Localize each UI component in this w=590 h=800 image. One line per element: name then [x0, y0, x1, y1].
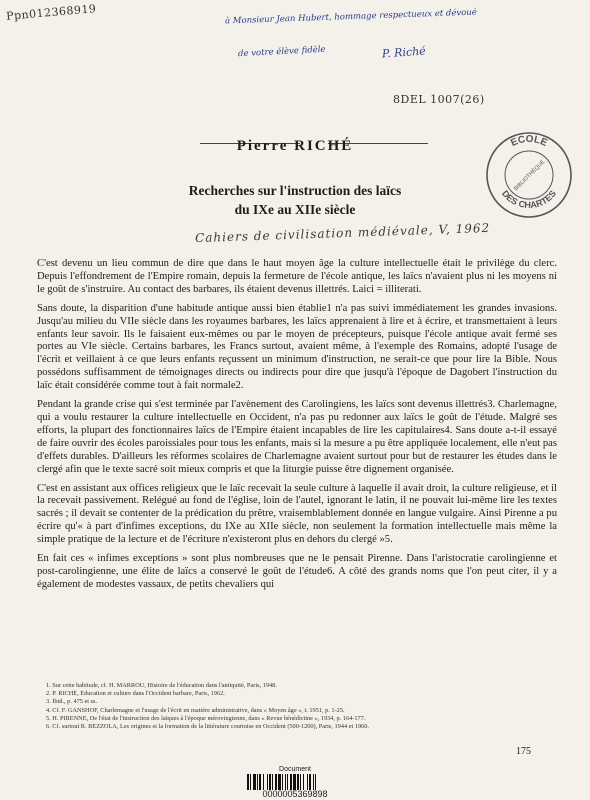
barcode-bar: [287, 774, 288, 790]
footnote: 5. H. PIRENNE, De l'état de l'instruction des laïques à l'époque mérovingienne, dans « Revue bénédictine », 1934, p. 164-177.: [46, 714, 366, 722]
footnote: 1. Sur cette habitude, cf. H. MARROU, Histoire de l'éducation dans l'antiquité, Paris, 1948.: [46, 682, 277, 689]
barcode-bar: [300, 774, 301, 790]
barcode-bar: [297, 774, 299, 790]
author-name: Pierre RICHÉ: [236, 138, 354, 154]
paragraph-3: Pendant la grande crise qui s'est terminée par l'avènement des Carolingiens, les laïcs sont devenus illettrés3. Charlemagne, qui a voulu restaurer la culture intellectuelle en Occident, n'a pas pu redonner aux laïcs le goût de l'étude. Malgré ses efforts, la plupart des fonctionnaires laïcs de l'Empire étaient incapables de lire les capitulaires4. Sans doute a-t-il essayé de faire ouvrir des écoles paroissiales pour tous les enfants, mais si la mesure a pu être appliquée localement, elle n'eut pas d'effets durables. D'ailleurs les réformes scolaires de Charlemagne avaient surtout pour but de restaurer les études dans le clergé afin que le texte sacré soit mieux compris et que la liturgie puisse être dignement organisée.: [37, 399, 557, 475]
barcode-bar: [303, 774, 304, 790]
handwritten-call-number: 8DEL 1007(26): [393, 93, 485, 106]
barcode-bar: [285, 774, 286, 790]
article-body: [37, 258, 557, 598]
handwritten-dedication-line2: de votre élève fidèle: [237, 44, 326, 60]
stamp-middle-text: BIBLIOTHÈQUE: [513, 159, 547, 193]
barcode-bar: [307, 774, 308, 790]
barcode-label: Document: [279, 766, 311, 773]
article-title-line1: Recherches sur l'instruction des laïcs: [188, 183, 402, 198]
handwritten-shelfmark: Ppn012368919: [5, 2, 97, 23]
page-number: 175: [516, 746, 531, 757]
handwritten-signature: P. Riché: [381, 44, 427, 61]
barcode-bar: [290, 774, 292, 790]
barcode-bar: [282, 774, 283, 790]
barcode-bar: [315, 774, 316, 790]
barcode-bar: [267, 774, 268, 790]
barcode-bar: [275, 774, 277, 790]
paragraph-2: Sans doute, la disparition d'une habitude antique aussi bien établie1 n'a pas suivi immédiatement les grandes invasions. Jusqu'au milieu du VIIe siècle dans les royaumes barbares, les laïcs apprenaient à lire et à écrire, et transmettaient à leurs enfants leur savoir. Ils le faisaient eux-mêmes ou par le moyen de précepteurs, puisque l'école antique avait fermé ses portes au VIe siècle. Certains barbares, les Francs surtout, avaient même, à l'exemple des Romains, adopté l'usage de l'écrit et veillaient à ce que leurs enfants reçussent un minimum d'instruction, ne serait-ce que pour lire la Bible. Nous possédons suffisamment de témoignages directs ou indirects pour dire que jusqu'à l'époque de Dagobert l'instruction du laïc était considérée comme tout à fait normale2.: [37, 302, 557, 392]
paragraph-4: C'est en assistant aux offices religieux que le laïc recevait la seule culture à laquelle il avait droit, la culture religieuse, et il la recevait passivement. Relégué au fond de l'église, loin de l'autel, ignorant le latin, il ne pouvait lui-même lire les textes sacrés ; il devait se contenter de la prédication du prêtre, vraisemblablement donnée en langue vulgaire. Ainsi Pirenne a pu écrire qu'« à part d'infimes exceptions, du IXe au XIIe siècle, non seulement la formation intellectuelle mais même la simple pratique de la lecture et de l'écriture n'existeront plus en dehors du clergé »5.: [37, 482, 557, 546]
handwritten-source-note: Cahiers de civilisation médiévale, V, 1962: [194, 220, 491, 246]
barcode-graphic: [247, 774, 343, 790]
barcode-bar: [247, 774, 249, 790]
footnote: 4. Cf. F. GANSHOF, Charlemagne et l'usage de l'écrit en matière administrative, dans « Moyen âge », t. 1951, p. 1-25.: [46, 706, 345, 714]
barcode-bar: [309, 774, 311, 790]
barcode-number: 0000005369898: [262, 789, 328, 799]
footnote: 3. Ibid., p. 475 et ss.: [46, 698, 98, 706]
barcode-bar: [272, 774, 273, 790]
barcode-bar: [313, 774, 314, 790]
paragraph-5: En fait ces « infimes exceptions » sont plus nombreuses que ne le pensait Pirenne. Dans l'aristocratie carolingienne et post-carolingienne, une élite de laïcs a conservé le goût de l'étude6. A côté des grands noms que l'on peut citer, il y a également de modestes vassaux, de petits chevaliers qui: [37, 553, 557, 590]
footnote: 2. P. RICHÉ, Éducation et culture dans l'Occident barbare, Paris, 1962.: [46, 690, 225, 698]
stamp-top-text: ECOLE: [509, 133, 549, 149]
barcode-bar: [278, 774, 281, 790]
footnote: 6. Cf. surtout R. BEZZOLA, Les origines et la formation de la littérature courtoise en Occident (500-1200), Paris, 1944 et 1960.: [46, 723, 369, 731]
barcode-bar: [259, 774, 261, 790]
footnotes: [46, 682, 556, 731]
stamp-bottom-text: DES CHARTES: [499, 188, 559, 211]
barcode-bar: [253, 774, 256, 790]
barcode-bar: [293, 774, 296, 790]
barcode-bar: [263, 774, 264, 790]
barcode-bar: [269, 774, 271, 790]
handwritten-dedication-line1: à Monsieur Jean Hubert, hommage respectueux et dévoué: [224, 7, 478, 27]
paragraph-1: C'est devenu un lieu commun de dire que dans le haut moyen âge la culture intellectuelle était le privilège du clerc. Depuis l'effondrement de l'Empire romain, depuis la fermeture de l'école antique, les laïcs n'avaient plus ni les moyens ni le goût de s'instruire. Au contact des barbares, ils étaient devenus illettrés. Laici = illiterati.: [37, 258, 557, 295]
barcode-bar: [257, 774, 258, 790]
article-title-line2: du IXe au XIIe siècle: [234, 202, 356, 217]
barcode-bar: [250, 774, 251, 790]
